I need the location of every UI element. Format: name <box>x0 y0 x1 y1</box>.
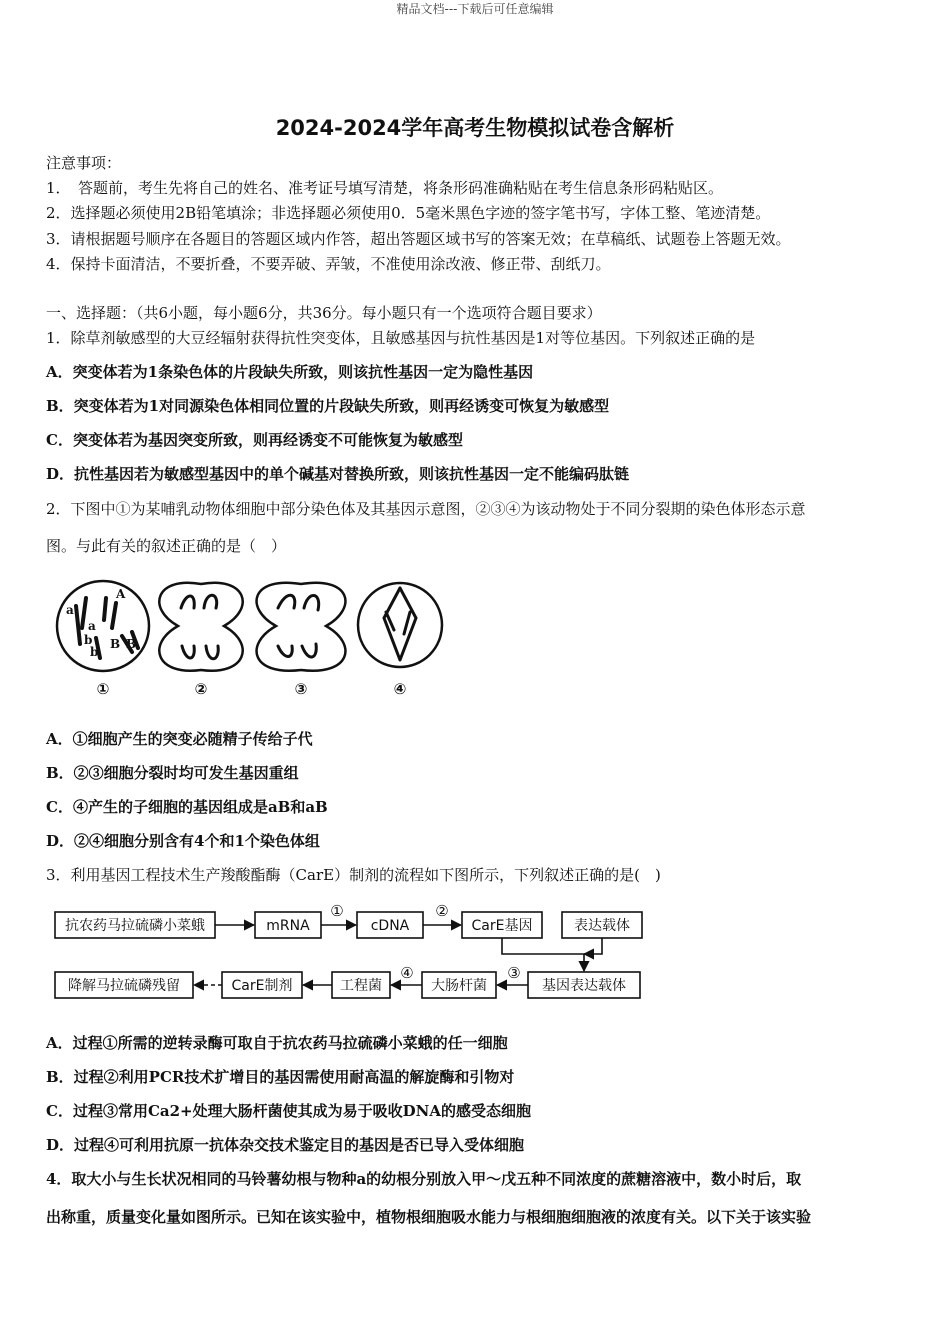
cell-3-outline <box>257 583 346 671</box>
flow-box-label: CarE制剂 <box>231 978 293 994</box>
q1-option-b: B．突变体若为1对同源染色体相同位置的片段缺失所致，则再经诱变可恢复为敏感型 <box>46 397 610 415</box>
chromosome <box>181 596 194 608</box>
notice-heading: 注意事项： <box>46 154 122 172</box>
flow-box-label: mRNA <box>266 918 310 934</box>
flow-box-label: CarE基因 <box>471 918 533 934</box>
q4-stem-line1: 4．取大小与生长状况相同的马铃薯幼根与物种a的幼根分别放入甲～戊五种不同浓度的蔗糖溶液中，数小时后，取 <box>46 1170 802 1188</box>
flow-step-label: ② <box>435 902 449 920</box>
q1-option-c: C．突变体若为基因突变所致，则再经诱变不可能恢复为敏感型 <box>46 431 463 449</box>
chromosome <box>302 644 316 657</box>
cell-2-outline <box>159 583 242 671</box>
q3-option-a: A．过程①所需的逆转录酶可取自于抗农药马拉硫磷小菜蛾的任一细胞 <box>46 1034 508 1052</box>
flow-box-label: 大肠杆菌 <box>431 978 487 994</box>
page-title: 2024-2024学年高考生物模拟试卷含解析 <box>275 116 675 140</box>
chromosome <box>404 612 410 634</box>
header-note: 精品文档---下载后可任意编辑 <box>396 2 554 16</box>
q1-option-a: A．突变体若为1条染色体的片段缺失所致，则该抗性基因一定为隐性基因 <box>46 363 534 381</box>
q2-option-c: C．④产生的子细胞的基因组成是aB和aB <box>46 798 328 816</box>
q3-option-d: D．过程④可利用抗原一抗体杂交技术鉴定目的基因是否已导入受体细胞 <box>46 1136 525 1154</box>
gene-label: B <box>126 637 137 651</box>
figure-label-3: ③ <box>294 680 308 698</box>
q2-option-d: D．②④细胞分别含有4个和1个染色体组 <box>46 832 320 850</box>
notice-item: 2．选择题必须使用2B铅笔填涂；非选择题必须使用0．5毫米黑色字迹的签字笔书写，字体工整、笔迹清楚。 <box>46 204 771 222</box>
notice-item: 3．请根据题号顺序在各题目的答题区域内作答，超出答题区域书写的答案无效；在草稿纸、试题卷上答题无效。 <box>46 230 791 248</box>
flow-box-label: cDNA <box>370 918 410 934</box>
q2-stem-line1: 2．下图中①为某哺乳动物体细胞中部分染色体及其基因示意图，②③④为该动物处于不同分裂期的染色体形态示意 <box>46 500 806 518</box>
q3-option-c: C．过程③常用Ca2+处理大肠杆菌使其成为易于吸收DNA的感受态细胞 <box>46 1102 531 1120</box>
notice-item: 1． 答题前，考生先将自己的姓名、准考证号填写清楚，将条形码准确粘贴在考生信息条形码粘贴区。 <box>46 179 724 197</box>
gene-label: B <box>110 637 121 651</box>
flow-box-label: 表达载体 <box>574 918 630 934</box>
gene-label: A <box>116 587 126 601</box>
flow-box-label: 抗农药马拉硫磷小菜蛾 <box>65 918 205 934</box>
flow-step-label: ① <box>330 902 344 920</box>
q1-option-d: D．抗性基因若为敏感型基因中的单个碱基对替换所致，则该抗性基因一定不能编码肽链 <box>46 465 630 483</box>
chromosome <box>104 598 106 620</box>
figure-label-4: ④ <box>393 680 407 698</box>
chromosome <box>76 606 80 644</box>
cell-1-outline <box>57 581 149 671</box>
q3-stem: 3．利用基因工程技术生产羧酸酯酶（CarE）制剂的流程如下图所示，下列叙述正确的是( ) <box>46 866 661 884</box>
q4-stem-line2: 出称重，质量变化量如图所示。已知在该实验中，植物根细胞吸水能力与根细胞细胞液的浓度有关。以下关于该实验 <box>46 1208 812 1226</box>
cell-4-outline <box>358 583 442 667</box>
spindle-fiber <box>384 588 416 660</box>
flow-box-label: 降解马拉硫磷残留 <box>68 978 180 994</box>
gene-label: b <box>84 633 93 647</box>
chromosome <box>112 603 116 628</box>
flow-step-label: ④ <box>400 964 414 982</box>
q2-option-b: B．②③细胞分裂时均可发生基因重组 <box>46 764 299 782</box>
gene-label: a <box>66 603 74 617</box>
section-heading: 一、选择题：（共6小题，每小题6分，共36分。每小题只有一个选项符合题目要求） <box>46 304 602 322</box>
cell-division-figure <box>46 568 466 700</box>
figure-label-2: ② <box>194 680 208 698</box>
chromosome <box>204 595 217 608</box>
figure-label-1: ① <box>96 680 110 698</box>
gene-label: b <box>90 645 99 659</box>
chromosome <box>278 595 295 608</box>
q2-option-a: A．①细胞产生的突变必随精子传给子代 <box>46 730 313 748</box>
flow-box-label: 基因表达载体 <box>542 978 626 994</box>
chromosome <box>278 646 292 657</box>
chromosome <box>206 646 218 659</box>
q2-stem-line2: 图。与此有关的叙述正确的是（ ） <box>46 537 287 555</box>
flow-box-label: 工程菌 <box>340 978 382 994</box>
notice-item: 4．保持卡面清洁，不要折叠，不要弄破、弄皱，不准使用涂改液、修正带、刮纸刀。 <box>46 255 611 273</box>
flow-arrow <box>584 938 602 954</box>
chromosome <box>182 646 194 658</box>
chromosome <box>304 595 319 610</box>
q1-stem: 1．除草剂敏感型的大豆经辐射获得抗性突变体，且敏感基因与抗性基因是1对等位基因。下列叙述正确的是 <box>46 329 756 347</box>
gene-label: a <box>88 619 96 633</box>
flow-step-label: ③ <box>507 964 521 982</box>
chromosome <box>82 598 86 628</box>
gene-engineering-flowchart <box>50 900 650 1010</box>
q3-option-b: B．过程②利用PCR技术扩增目的基因需使用耐高温的解旋酶和引物对 <box>46 1068 515 1086</box>
